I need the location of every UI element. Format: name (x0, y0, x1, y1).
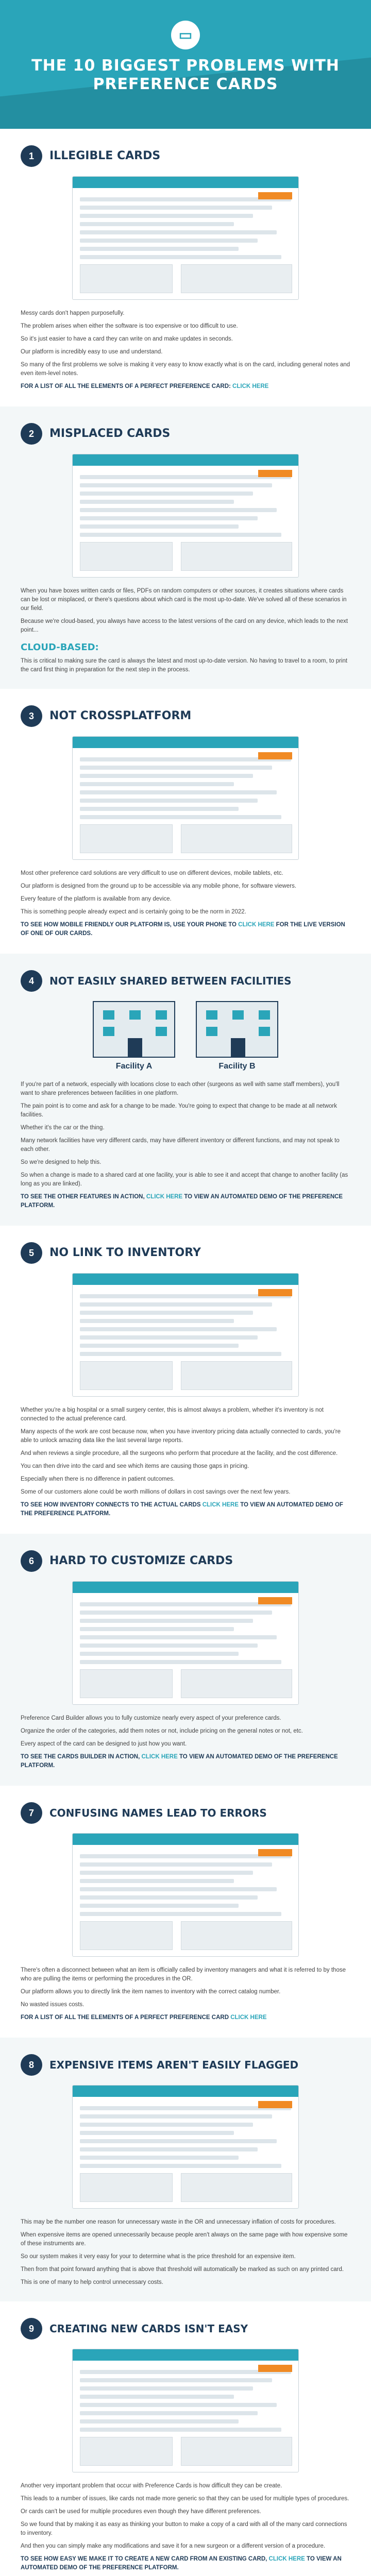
facility-label: Facility B (218, 1062, 256, 1071)
section-number: 7 (21, 1802, 42, 1824)
section-5 (0, 1226, 371, 1534)
section-title: MISPLACED CARDS (49, 427, 171, 440)
section-title: NOT CROSSPLATFORM (49, 709, 192, 722)
paragraph: Some of our customers alone could be worth millions of dollars in cost savings over the next few years. (21, 1489, 291, 1495)
paragraph: Every aspect of the card can be designed to just how you want. (21, 1741, 187, 1747)
section-header (21, 1550, 350, 1572)
paragraph: And then you can simply make any modifications and save it for a new surgeon or a different version of a procedure. (21, 2543, 326, 2549)
building-icon (93, 1001, 175, 1058)
paragraph: The problem arises when either the software is too expensive or too difficult to use. (21, 323, 238, 329)
section-header (21, 423, 350, 445)
section-title: NO LINK TO INVENTORY (49, 1246, 201, 1259)
paragraph: So many of the first problems we solve is making it very easy to know exactly what is on the card, including general notes and even item-level notes. (21, 362, 350, 377)
section-header (21, 705, 350, 727)
cta-link[interactable]: CLICK HERE (141, 1754, 178, 1760)
section-number: 8 (21, 2054, 42, 2076)
section-7 (0, 1786, 371, 2038)
cta-link[interactable]: CLICK HERE (232, 383, 269, 389)
paragraph: So when a change is made to a shared card at one facility, your is able to see it and accept that change to another facility (as long as you are linked). (21, 1172, 348, 1187)
section-header (21, 1802, 350, 1824)
paragraph: Whether you're a big hospital or a small surgery center, this is almost always a problem, whether it's inventory is not connected to the actual preference card. (21, 1407, 324, 1422)
paragraph: Many network facilities have very different cards, may have different inventory or different functions, and may not speak to each other. (21, 1138, 340, 1153)
screenshot-mockup (72, 1581, 299, 1705)
paragraph: This is something people already expect and is certainly going to be the norm in 2022. (21, 909, 246, 915)
paragraph: This is critical to making sure the card is always the latest and most up-to-date version. No having to travel to a room, to print the card first thing in preparation for the next step in the process. (21, 658, 348, 673)
section-9 (0, 2301, 371, 2576)
cta-text: FOR A LIST OF ALL THE ELEMENTS OF A PERFECT PREFERENCE CARD: (21, 383, 231, 389)
cta-text: TO SEE THE CARDS BUILDER IN ACTION, (21, 1754, 140, 1760)
paragraph: Whether it's the car or the thing. (21, 1125, 105, 1131)
section-number: 3 (21, 705, 42, 727)
call-to-action (21, 2555, 350, 2572)
paragraph: Many aspects of the work are cost because now, when you have inventory pricing data actually connected to cards, you're able to unlock amazing data like the last several large reports. (21, 1429, 341, 1444)
section-2 (0, 406, 371, 689)
section-number: 4 (21, 970, 42, 992)
section-title: CREATING NEW CARDS ISN'T EASY (49, 2323, 248, 2335)
facility-b (196, 1001, 278, 1071)
cta-tail: TO VIEW AN AUTOMATED DEMO OF THE PREFERENCE PLATFORM. (21, 1194, 343, 1209)
screenshot-mockup (72, 1833, 299, 1957)
call-to-action (21, 1193, 350, 1210)
section-header (21, 145, 350, 167)
paragraph: Every feature of the platform is available from any device. (21, 896, 172, 902)
section-6 (0, 1534, 371, 1786)
paragraph: There's often a disconnect between what an item is officially called by inventory managers and what it is referred to by those who are pulling the items or performing the procedures in the OR. (21, 1967, 346, 1982)
section-8 (0, 2038, 371, 2301)
call-to-action (21, 382, 350, 391)
paragraph: Our platform is designed from the ground up to be accessible via any mobile phone, for software viewers. (21, 883, 297, 889)
call-to-action (21, 921, 350, 938)
header-inner (0, 0, 371, 94)
paragraph: Another very important problem that occur with Preference Cards is how difficult they can be create. (21, 2483, 282, 2489)
section-4 (0, 954, 371, 1226)
call-to-action (21, 2013, 350, 2022)
paragraph: So it's just easier to have a card they can write on and make updates in seconds. (21, 336, 233, 342)
cta-tail: FOR THE LIVE VERSION OF ONE OF OUR CARDS. (21, 922, 345, 937)
paragraph: When expensive items are opened unnecessarily because people aren't always on the same page with how expensive some of these instruments are. (21, 2232, 348, 2247)
paragraph: When you have boxes written cards or files, PDFs on random computers or other sources, it creates situations where cards can be lost or misplaced, or there's questions about which card is the most up-to-date. We've solved all of these scenarios in our field. (21, 588, 347, 612)
cta-link[interactable]: CLICK HERE (268, 2556, 305, 2562)
section-number: 2 (21, 423, 42, 445)
cta-text: TO SEE HOW MOBILE FRIENDLY OUR PLATFORM IS, USE YOUR PHONE TO (21, 922, 237, 928)
screenshot-mockup (72, 2085, 299, 2209)
paragraph: So we found that by making it as easy as thinking your button to make a copy of a card with all of the many card connections to inventory. (21, 2521, 347, 2536)
cta-text: TO SEE HOW EASY WE MAKE IT TO CREATE A NEW CARD FROM AN EXISTING CARD, (21, 2556, 267, 2562)
section-number: 1 (21, 145, 42, 167)
paragraph: This may be the number one reason for unnecessary waste in the OR and unnecessary inflation of costs for procedures. (21, 2219, 336, 2225)
section-title: CONFUSING NAMES LEAD TO ERRORS (49, 1807, 267, 1819)
section-header (21, 970, 350, 992)
screenshot-mockup (72, 2349, 299, 2472)
section-header (21, 2318, 350, 2340)
paragraph: Our platform allows you to directly link the item names to inventory with the correct catalog number. (21, 1989, 281, 1995)
cta-link[interactable]: CLICK HERE (230, 2014, 267, 2021)
section-number: 5 (21, 1242, 42, 1264)
facility-label: Facility A (115, 1062, 153, 1071)
paragraph: The pain point is to come and ask for a change to be made. You're going to expect that change to be made at all network facilities. (21, 1103, 338, 1118)
screenshot-mockup (72, 176, 299, 300)
paragraph: Then from that point forward anything that is above that threshold will automatically be marked as such on any printed card. (21, 2266, 344, 2273)
section-header (21, 2054, 350, 2076)
cta-tail: TO VIEW AN AUTOMATED DEMO OF THE PREFERENCE PLATFORM. (21, 1754, 338, 1769)
screenshot-mockup (72, 1273, 299, 1397)
paragraph: Or cards can't be used for multiple procedures even though they have different preferences. (21, 2509, 261, 2515)
section-number: 9 (21, 2318, 42, 2340)
cta-text: FOR A LIST OF ALL THE ELEMENTS OF A PERFECT PREFERENCE CARD (21, 2014, 229, 2021)
sections-container (0, 129, 371, 2576)
paragraph: This leads to a number of issues, like cards not made more generic so that they can be used for multiple types of procedures. (21, 2496, 349, 2502)
page-title: THE 10 BIGGEST PROBLEMS WITH PREFERENCE CARDS (31, 57, 340, 93)
cta-text: TO SEE HOW INVENTORY CONNECTS TO THE ACTUAL CARDS (21, 1502, 201, 1508)
cta-tail: TO VIEW AN AUTOMATED DEMO OF THE PREFERENCE PLATFORM. (21, 2556, 342, 2571)
cta-link[interactable]: CLICK HERE (202, 1502, 239, 1508)
call-to-action (21, 1501, 350, 1518)
building-icon (196, 1001, 278, 1058)
call-to-action (21, 1753, 350, 1770)
section-title: ILLEGIBLE CARDS (49, 149, 161, 162)
section-title: EXPENSIVE ITEMS AREN'T EASILY FLAGGED (49, 2059, 299, 2071)
subheading: CLOUD-BASED: (21, 642, 99, 653)
paragraph: Preference Card Builder allows you to fully customize nearly every aspect of your preference cards. (21, 1715, 281, 1721)
header (0, 0, 371, 129)
cta-tail: TO VIEW AN AUTOMATED DEMO OF THE PREFERENCE PLATFORM. (21, 1502, 343, 1517)
section-1 (0, 129, 371, 406)
paragraph: So we're designed to help this. (21, 1159, 102, 1165)
section-title: NOT EASILY SHARED BETWEEN FACILITIES (49, 975, 292, 987)
screenshot-mockup (72, 736, 299, 860)
cta-link[interactable]: CLICK HERE (238, 922, 275, 928)
paragraph: So our system makes it very easy for your to determine what is the price threshold for an expensive item. (21, 2253, 296, 2260)
card-icon: ▭ (171, 21, 200, 49)
paragraph: Because we're cloud-based, you always have access to the latest versions of the card on any device, which leads to the next point... (21, 618, 348, 633)
paragraph: You can then drive into the card and see which items are causing those gaps in pricing. (21, 1463, 249, 1469)
paragraph: Especially when there is no difference in patient outcomes. (21, 1476, 175, 1482)
section-header (21, 1242, 350, 1264)
section-number: 6 (21, 1550, 42, 1572)
facilities-comparison (21, 1001, 350, 1071)
paragraph: Organize the order of the categories, add them notes or not, include pricing on the general notes or not, etc. (21, 1728, 303, 1734)
paragraph: Messy cards don't happen purposefully. (21, 310, 125, 316)
paragraph: If you're part of a network, especially with locations close to each other (surgeons as well with same staff members), you'll want to share preferences between facilities in one platform. (21, 1081, 340, 1096)
paragraph: Our platform is incredibly easy to use and understand. (21, 349, 163, 355)
section-title: HARD TO CUSTOMIZE CARDS (49, 1554, 233, 1567)
section-3 (0, 689, 371, 954)
paragraph: Most other preference card solutions are very difficult to use on different devices, mobile tablets, etc. (21, 870, 283, 876)
screenshot-mockup (72, 454, 299, 578)
cta-text: TO SEE THE OTHER FEATURES IN ACTION, (21, 1194, 145, 1200)
paragraph: This is one of many to help control unnecessary costs. (21, 2279, 163, 2285)
paragraph: And when reviews a single procedure, all the surgeons who perform that procedure at the facility, and the cost difference. (21, 1450, 338, 1456)
facility-a (93, 1001, 175, 1071)
paragraph: No wasted issues costs. (21, 2002, 85, 2008)
cta-link[interactable]: CLICK HERE (146, 1194, 183, 1200)
